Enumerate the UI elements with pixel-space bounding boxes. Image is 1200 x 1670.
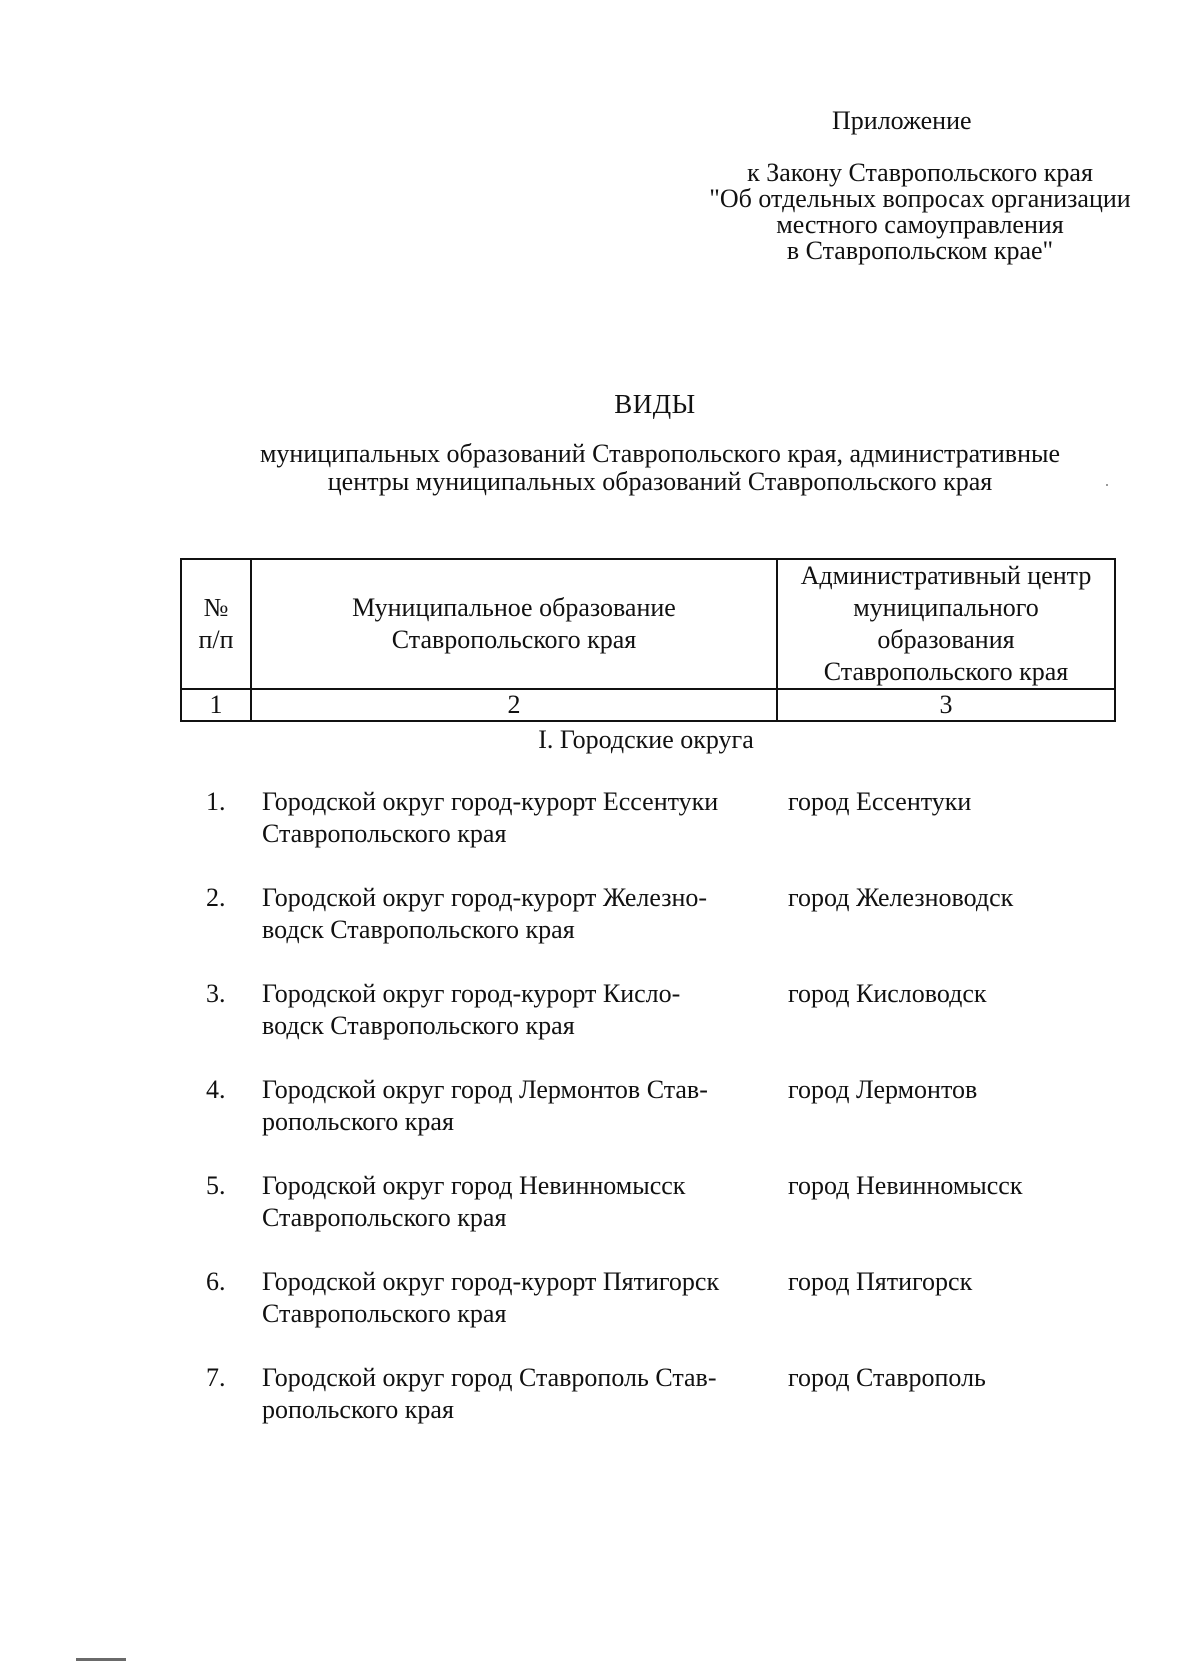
- header-text: Муниципальное образование: [352, 593, 676, 622]
- annex-line: "Об отдельных вопросах организации: [709, 184, 1131, 213]
- entry-municipality: [262, 1362, 782, 1426]
- annex-title: Приложение: [832, 106, 972, 135]
- entry-municipality: [262, 1074, 782, 1138]
- list-item: [0, 1074, 1200, 1144]
- entry-admin-center: город Железноводск: [788, 883, 1014, 912]
- entry-name-line: Городской округ город-курорт Кисло-: [262, 979, 681, 1008]
- entry-name-line: Ставропольского края: [262, 819, 507, 848]
- entry-name-line: Городской округ город-курорт Ессентуки: [262, 787, 719, 816]
- annex-line: к Закону Ставропольского края: [747, 158, 1093, 187]
- entry-name-line: Городской округ город-курорт Пятигорск: [262, 1267, 720, 1296]
- document-subtitle: [180, 440, 1140, 496]
- entry-admin-center: город Ставрополь: [788, 1363, 986, 1392]
- entry-name-line: ропольского края: [262, 1107, 454, 1136]
- list-item: [0, 882, 1200, 952]
- entry-number: 6.: [206, 1267, 226, 1296]
- scan-speck: [1106, 484, 1108, 486]
- scan-mark: [76, 1658, 126, 1661]
- entry-number: 1.: [206, 787, 226, 816]
- header-row: [181, 559, 1115, 689]
- header-text: п/п: [198, 625, 234, 654]
- list-item: [0, 786, 1200, 856]
- entry-municipality: [262, 978, 782, 1042]
- list-item: [0, 1170, 1200, 1240]
- header-table: [180, 558, 1116, 722]
- header-text: Ставропольского края: [391, 625, 637, 654]
- entry-name-line: водск Ставропольского края: [262, 1011, 575, 1040]
- annex-line: в Ставропольском крае": [786, 236, 1054, 265]
- entry-number: 2.: [206, 883, 226, 912]
- entry-municipality: [262, 882, 782, 946]
- header-cell-number: [181, 559, 251, 689]
- entry-admin-center: город Пятигорск: [788, 1267, 973, 1296]
- header-text: Ставропольского края: [823, 657, 1069, 686]
- entry-name-line: Городской округ город-курорт Железно-: [262, 883, 708, 912]
- subtitle-line: центры муниципальных образований Ставропольского края: [327, 467, 993, 496]
- header-text: образования: [877, 625, 1015, 654]
- entry-name-line: ропольского края: [262, 1395, 454, 1424]
- list-item: [0, 1362, 1200, 1432]
- entry-name-line: Городской округ город Невинномысск: [262, 1171, 686, 1200]
- entry-number: 3.: [206, 979, 226, 1008]
- list-item: [0, 1266, 1200, 1336]
- header-cell-admin-center: [777, 559, 1115, 689]
- entry-municipality: [262, 1266, 782, 1330]
- entry-name-line: Городской округ город Лермонтов Став-: [262, 1075, 708, 1104]
- list-item: [0, 978, 1200, 1048]
- column-number: 1: [181, 689, 251, 721]
- entry-name-line: Ставропольского края: [262, 1203, 507, 1232]
- column-number-row: [181, 689, 1115, 721]
- section-title: I. Городские округа: [538, 725, 754, 754]
- entry-admin-center: город Лермонтов: [788, 1075, 978, 1104]
- entry-name-line: водск Ставропольского края: [262, 915, 575, 944]
- entry-admin-center: город Кисловодск: [788, 979, 987, 1008]
- annex-reference: [660, 160, 1180, 264]
- entry-number: 7.: [206, 1363, 226, 1392]
- header-text: Административный центр: [800, 561, 1092, 590]
- entry-admin-center: город Ессентуки: [788, 787, 972, 816]
- entry-municipality: [262, 1170, 782, 1234]
- header-text: №: [203, 593, 229, 622]
- header-text: муниципального: [853, 593, 1039, 622]
- column-number: 2: [251, 689, 777, 721]
- subtitle-line: муниципальных образований Ставропольского края, административные: [259, 439, 1061, 468]
- entry-admin-center: город Невинномысск: [788, 1171, 1023, 1200]
- annex-line: местного самоуправления: [776, 210, 1064, 239]
- entry-name-line: Городской округ город Ставрополь Став-: [262, 1363, 717, 1392]
- entry-number: 4.: [206, 1075, 226, 1104]
- document-title: ВИДЫ: [614, 389, 696, 419]
- entry-name-line: Ставропольского края: [262, 1299, 507, 1328]
- column-number: 3: [777, 689, 1115, 721]
- entry-municipality: [262, 786, 782, 850]
- entry-number: 5.: [206, 1171, 226, 1200]
- header-cell-municipality: [251, 559, 777, 689]
